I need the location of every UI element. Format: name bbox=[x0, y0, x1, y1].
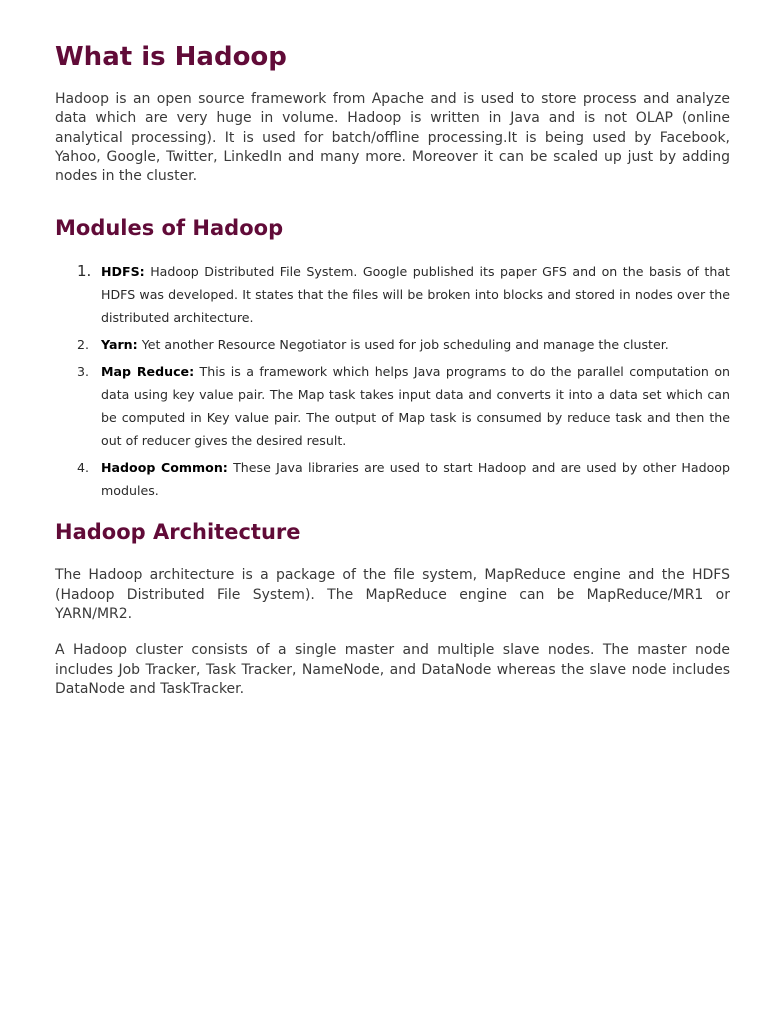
list-item bbox=[55, 260, 730, 329]
intro-paragraph: Hadoop is an open source framework from Apache and is used to store process and analyze data which are very huge in volume. Hadoop is written in Java and is not OLAP (online analytical processing). It is used for batch/offline processing.It is being used by Facebook, Yahoo, Google, Twitter, LinkedIn and many more. Moreover it can be scaled up just by adding nodes in the cluster. bbox=[55, 91, 730, 185]
list-item bbox=[55, 333, 730, 356]
list-item-term: Hadoop Common: bbox=[101, 460, 228, 476]
architecture-heading: Hadoop Architecture bbox=[55, 520, 301, 545]
list-item-term: Yarn: bbox=[101, 337, 138, 353]
list-item-number: 3. bbox=[77, 364, 90, 380]
list-item-text: These Java libraries are used to start Hadoop and are used by other Hadoop modules. bbox=[101, 460, 730, 499]
architecture-paragraph: A Hadoop cluster consists of a single master and multiple slave nodes. The master node includes Job Tracker, Task Tracker, NameNode, and DataNode whereas the slave node includes DataNode and TaskTracker. bbox=[55, 642, 730, 697]
modules-list bbox=[55, 260, 730, 502]
page-title: What is Hadoop bbox=[55, 42, 287, 72]
modules-heading: Modules of Hadoop bbox=[55, 216, 284, 241]
list-item-number: 2. bbox=[77, 337, 90, 353]
list-item bbox=[55, 456, 730, 502]
list-item-number: 4. bbox=[77, 460, 90, 476]
list-item-term: Map Reduce: bbox=[101, 364, 195, 380]
list-item-number: 1. bbox=[77, 262, 92, 281]
list-item-text: This is a framework which helps Java programs to do the parallel computation on data using key value pair. The Map task takes input data and converts it into a data set which can be computed in Key value pair. The output of Map task is consumed by reduce task and then the out of reducer gives the desired result. bbox=[101, 364, 730, 449]
architecture-paragraph: The Hadoop architecture is a package of the file system, MapReduce engine and the HDFS (Hadoop Distributed File System). The MapReduce engine can be MapReduce/MR1 or YARN/MR2. bbox=[55, 567, 730, 623]
list-item bbox=[55, 360, 730, 452]
list-item-term: HDFS: bbox=[101, 264, 145, 280]
list-item-text: Hadoop Distributed File System. Google published its paper GFS and on the basis of that HDFS was developed. It states that the files will be broken into blocks and stored in nodes over the distributed architecture. bbox=[101, 264, 730, 326]
list-item-text: Yet another Resource Negotiator is used for job scheduling and manage the cluster. bbox=[137, 337, 669, 353]
